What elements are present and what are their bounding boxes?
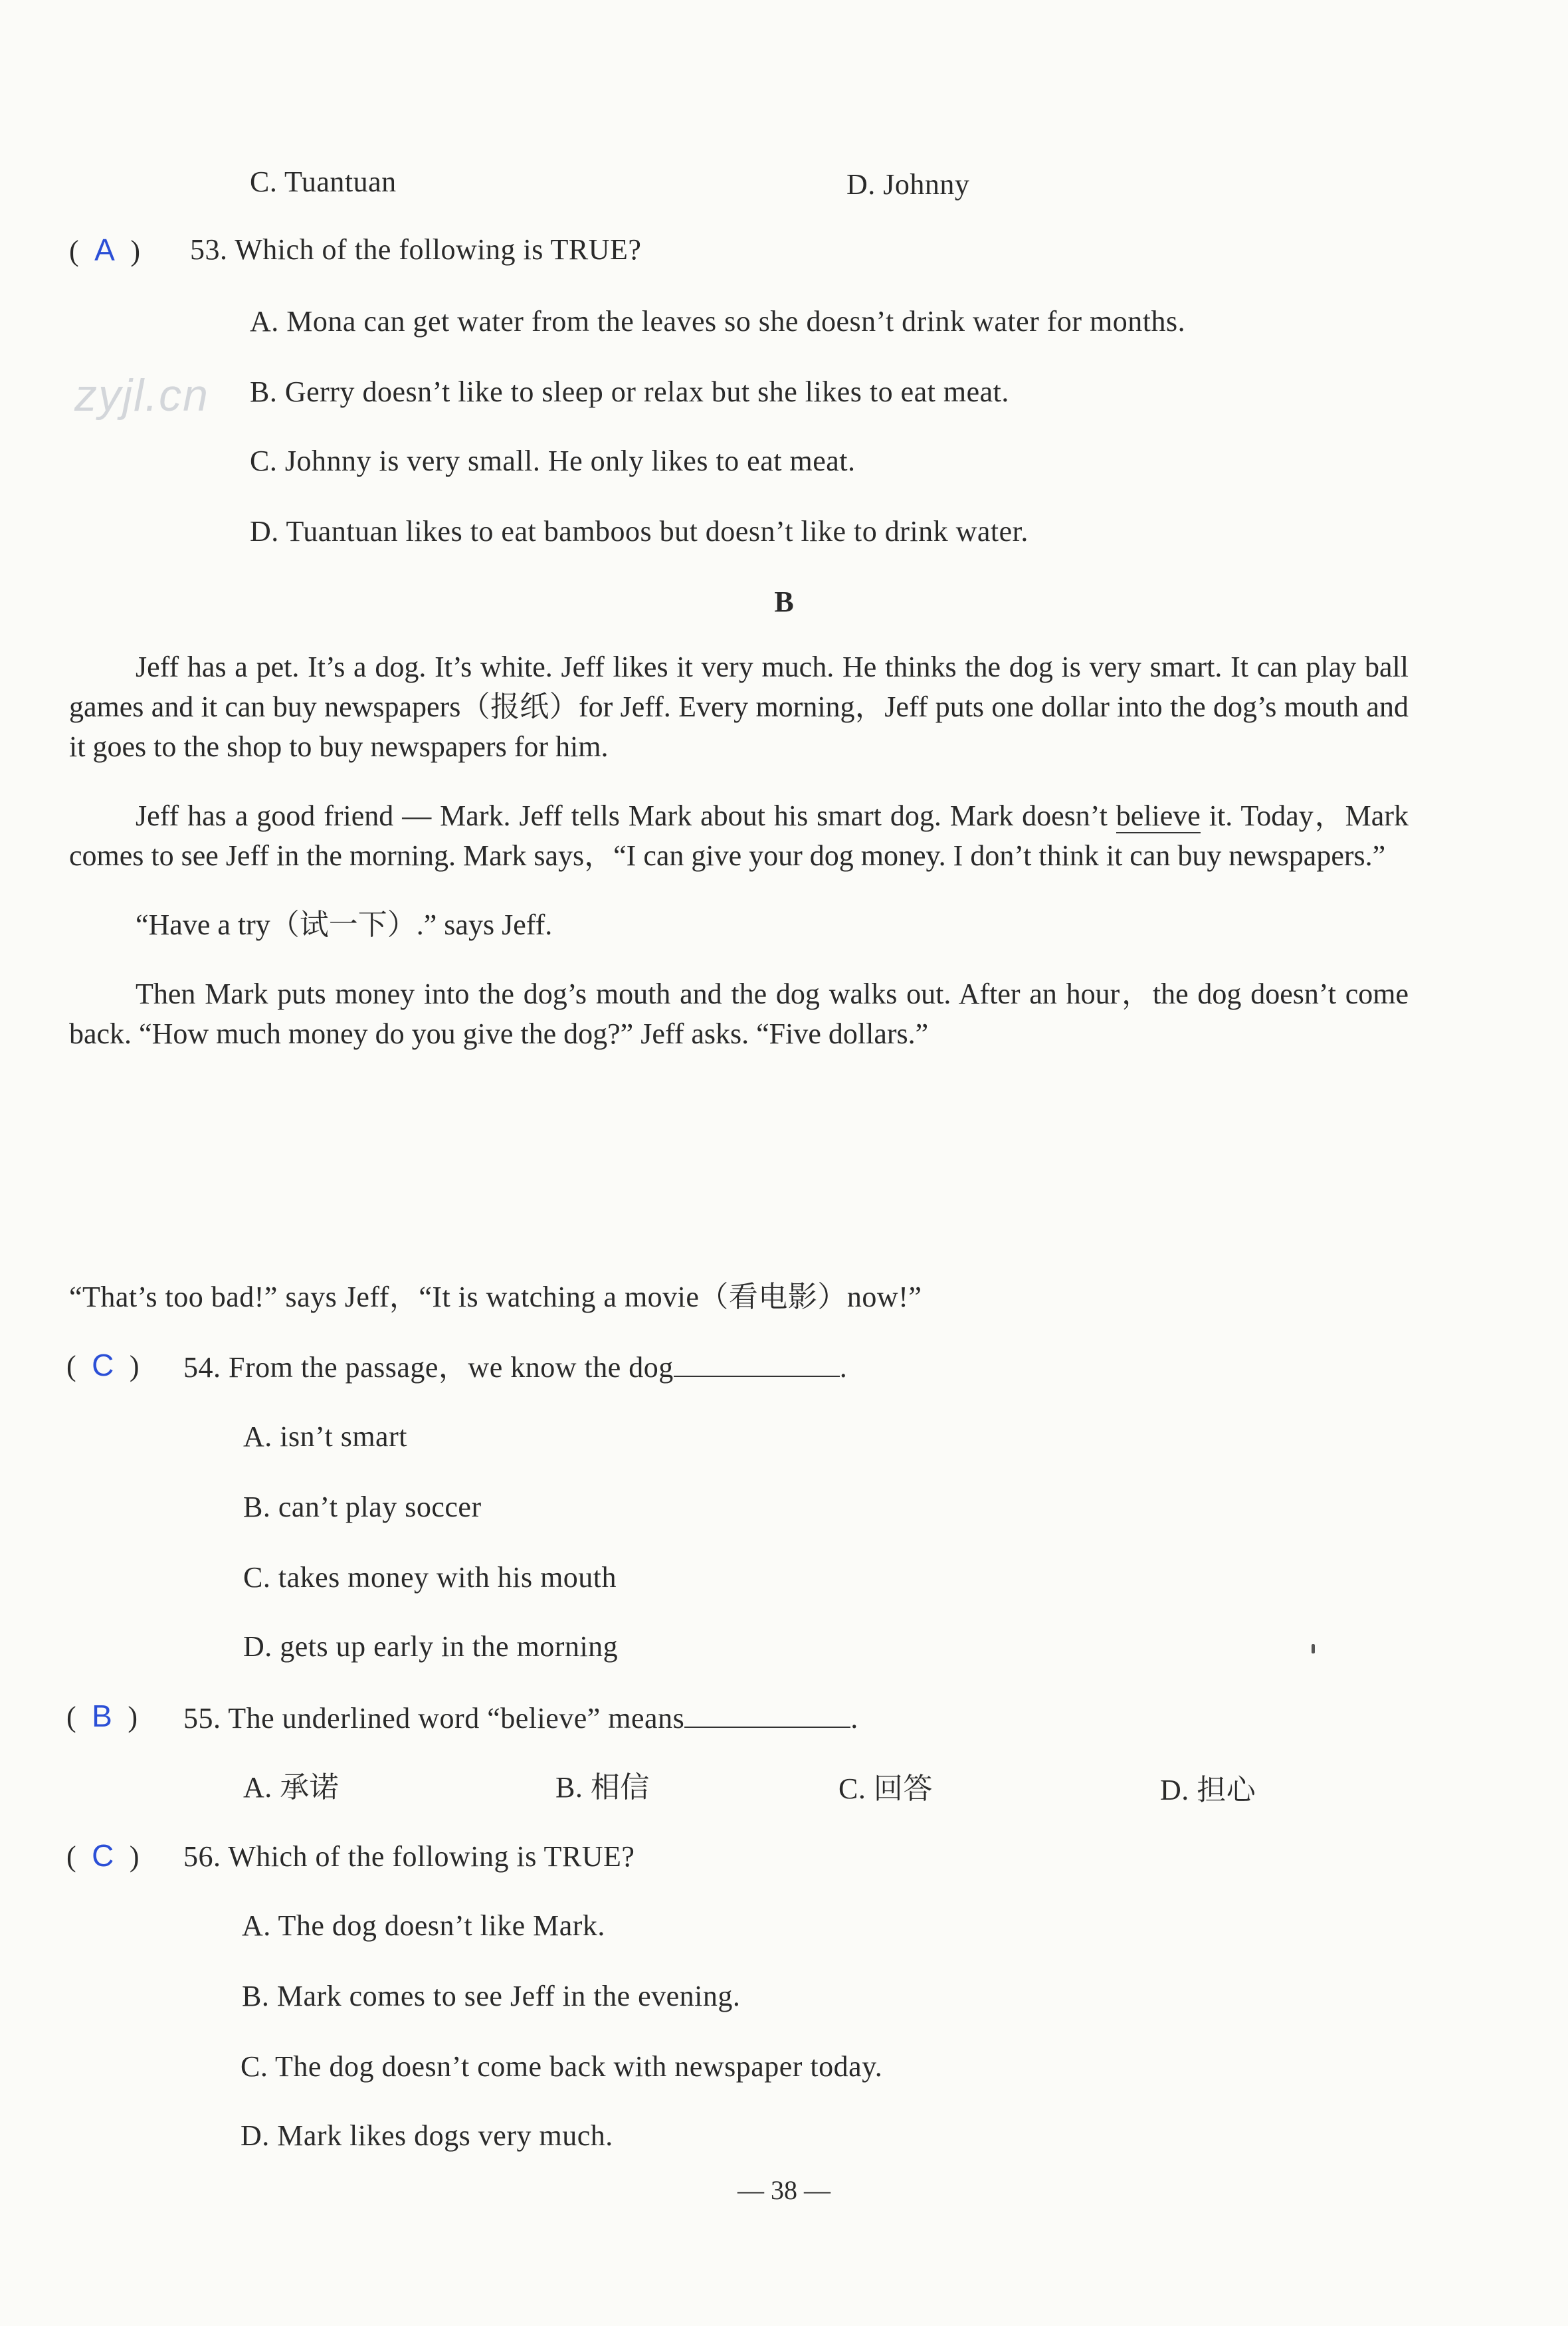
passage-paragraph-5: “That’s too bad!” says Jeff，“It is watching a movie（看电影）now!” [69,1281,922,1313]
q54-answer-paren [66,1345,140,1386]
paren-open: ( [66,1350,77,1382]
q56-option-d: D. Mark likes dogs very much. [241,2119,613,2152]
scan-speck [1312,1644,1315,1653]
passage-paragraph-2 [69,796,1409,876]
p2-text-after: it. Today，Mark comes to see Jeff in the morning. Mark says，“I can give your dog money. I don’t think it can buy newspapers.” [69,799,1409,872]
paren-close: ) [130,235,141,267]
q54-answer: C [92,1348,114,1382]
q55-option-b: B. 相信 [555,1771,650,1804]
paren-open: ( [69,235,80,267]
q53-answer-paren [69,230,148,271]
q56-option-a: A. The dog doesn’t like Mark. [242,1909,605,1942]
section-b-title: B [774,585,794,618]
watermark: zyjl.cn [74,370,209,421]
paren-close: ) [128,1701,138,1733]
paren-open: ( [66,1840,77,1873]
q52-option-c: C. Tuantuan [250,165,397,198]
underlined-word-believe: believe [1116,799,1201,832]
q53-option-a: A. Mona can get water from the leaves so she doesn’t drink water for months. [250,305,1186,338]
q56-stem: 56. Which of the following is TRUE? [183,1840,635,1873]
q56-answer: C [92,1838,114,1873]
passage-paragraph-4: Then Mark puts money into the dog’s mouth and the dog walks out. After an hour，the dog doesn’t come back. “How much money do you give the dog?” Jeff asks. “Five dollars.” [69,978,1409,1050]
q55-option-d: D. 担心 [1160,1774,1256,1806]
paren-close: ) [129,1350,140,1382]
paren-open: ( [66,1701,77,1733]
q54-stem [183,1346,847,1388]
q54-option-b: B. can’t play soccer [243,1491,482,1523]
reading-passage [69,647,1409,1083]
q55-stem-text: 55. The underlined word “believe” means [183,1702,685,1735]
q53-stem: 53. Which of the following is TRUE? [190,233,642,266]
q54-option-c: C. takes money with his mouth [243,1561,617,1594]
q53-option-b: B. Gerry doesn’t like to sleep or relax but she likes to eat meat. [250,375,1009,408]
page-number: — 38 — [737,2175,831,2205]
q55-answer-paren [66,1696,138,1737]
q56-option-c: C. The dog doesn’t come back with newspaper today. [241,2050,883,2083]
answer-blank [674,1346,840,1377]
q56-answer-paren [66,1836,140,1877]
q55-option-c: C. 回答 [838,1772,933,1805]
q54-stem-text: 54. From the passage，we know the dog [183,1351,674,1384]
q55-stem-end: . [850,1702,858,1735]
q53-answer: A [94,233,116,267]
q53-option-d: D. Tuantuan likes to eat bamboos but doesn’t like to drink water. [250,515,1029,548]
q56-option-b: B. Mark comes to see Jeff in the evening. [242,1980,741,2012]
q53-option-c: C. Johnny is very small. He only likes to eat meat. [250,445,856,477]
passage-paragraph-3: “Have a try（试一下）.” says Jeff. [136,908,553,941]
q55-answer: B [92,1699,113,1733]
q52-option-d: D. Johnny [846,168,970,201]
answer-blank [684,1697,850,1728]
paren-close: ) [129,1840,140,1873]
p2-text-before: Jeff has a good friend — Mark. Jeff tells Mark about his smart dog. Mark doesn’t [136,799,1116,832]
q55-option-a: A. 承诺 [243,1771,340,1804]
q54-stem-end: . [839,1351,848,1384]
q54-option-a: A. isn’t smart [243,1420,407,1453]
q54-option-d: D. gets up early in the morning [243,1630,619,1663]
q55-stem [183,1697,858,1739]
passage-paragraph-1: Jeff has a pet. It’s a dog. It’s white. Jeff likes it very much. He thinks the dog is very smart. It can play ball games and it can buy newspapers（报纸）for Jeff. Every morning，Jeff puts one dollar into the dog’s mouth and it goes to the shop to buy newspapers for him. [69,651,1409,763]
